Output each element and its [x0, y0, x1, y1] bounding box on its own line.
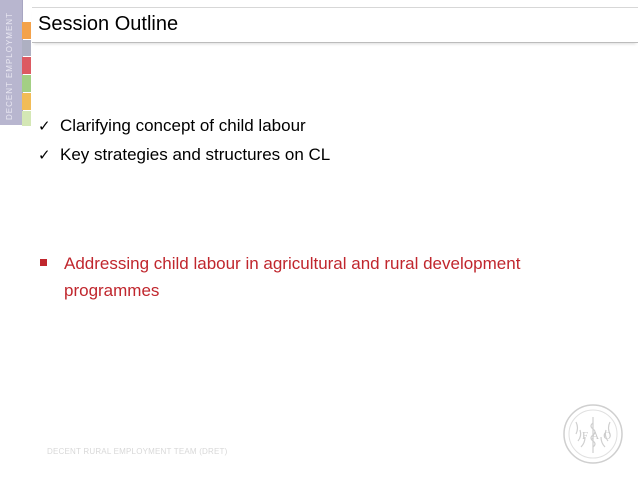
color-tab-lightgreen [22, 111, 31, 126]
color-tab-red [22, 57, 31, 74]
square-bullet-icon [40, 259, 47, 266]
highlight-bullet-text: Addressing child labour in agricultural and rural development programmes [64, 254, 521, 300]
checkmark-icon: ✓ [38, 117, 51, 135]
color-tab-grey [22, 40, 31, 56]
side-banner-text: DECENT EMPLOYMENT [5, 12, 14, 120]
footer-text: DECENT RURAL EMPLOYMENT TEAM (DRET) [47, 447, 228, 456]
side-banner [0, 0, 23, 125]
bullet-text: Clarifying concept of child labour [60, 116, 306, 135]
bullet-item [38, 114, 306, 138]
checkmark-icon: ✓ [38, 146, 51, 164]
bullet-item [38, 143, 330, 167]
color-tab-orange [22, 22, 31, 39]
bullet-text: Key strategies and structures on CL [60, 145, 331, 164]
slide-title: Session Outline [38, 13, 179, 35]
fao-logo-icon [562, 403, 624, 465]
logo-letters: FAO [582, 430, 616, 442]
color-tab-yellow [22, 93, 31, 110]
highlight-bullet-item [38, 250, 608, 304]
color-tab-green [22, 75, 31, 92]
